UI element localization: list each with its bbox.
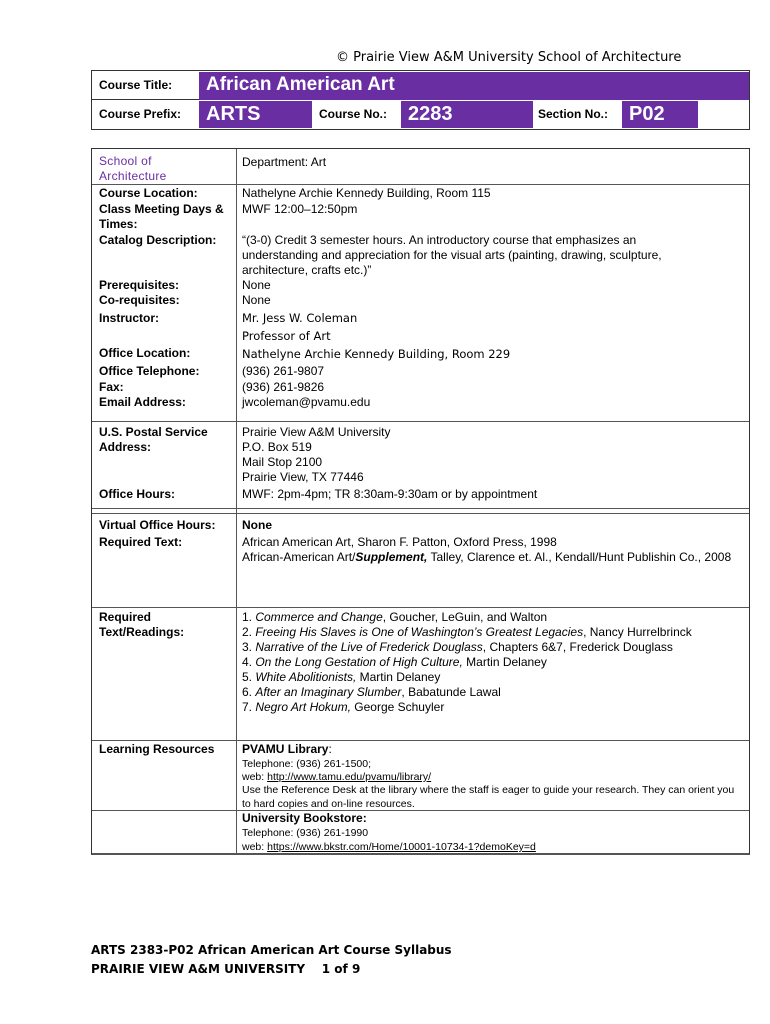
catalog-value: “(3-0) Credit 3 semester hours. An introductory course that emphasizes an understanding and appreciation for the visual arts (painting, drawing, sculpture, architecture, crafts etc.)”: [242, 233, 662, 277]
course-title-value: African American Art: [199, 72, 749, 100]
column-divider: [236, 149, 237, 854]
virtual-office-hours-label: Virtual Office Hours:: [99, 518, 216, 532]
footer-line-1: ARTS 2383-P02 African American Art Course Syllabus: [91, 943, 452, 957]
postal-address-line-2: P.O. Box 519: [242, 440, 312, 454]
course-no-label: Course No.:: [319, 107, 388, 121]
office-hours-value: MWF: 2pm-4pm; TR 8:30am-9:30am or by appointment: [242, 487, 538, 501]
row-divider: [92, 421, 749, 422]
course-info-table: [91, 148, 750, 855]
course-prefix-row: [92, 100, 749, 129]
required-text-2-prefix: African-American Art/: [242, 550, 356, 564]
reading-item: 6. After an Imaginary Slumber, Babatunde Lawal: [242, 685, 501, 699]
bookstore-web: web: https://www.bkstr.com/Home/10001-10734-1?demoKey=d: [242, 841, 536, 853]
postal-address-label: U.S. Postal Service Address:: [99, 425, 208, 454]
library-phone: Telephone: (936) 261-1500;: [242, 758, 372, 770]
office-location-value: Nathelyne Archie Kennedy Building, Room 229: [242, 347, 511, 361]
corequisites-value: None: [242, 293, 271, 307]
instructor-label: Instructor:: [99, 311, 159, 325]
course-title-label: Course Title:: [99, 78, 173, 92]
library-note: Use the Reference Desk at the library where the staff is eager to guide your research. They can orient you to hard copies and on-line resources.: [242, 784, 735, 810]
postal-address-line-4: Prairie View, TX 77446: [242, 470, 364, 484]
reading-item: 5. White Abolitionists, Martin Delaney: [242, 670, 441, 684]
meeting-value: MWF 12:00–12:50pm: [242, 202, 358, 216]
bookstore-title: University Bookstore:: [242, 811, 367, 825]
reading-item: 2. Freeing His Slaves is One of Washington’s Greatest Legacies, Nancy Hurrelbrinck: [242, 625, 692, 639]
virtual-office-hours-value: None: [242, 518, 272, 532]
fax-value: (936) 261-9826: [242, 380, 325, 394]
corequisites-label: Co-requisites:: [99, 293, 180, 307]
reading-item: 1. Commerce and Change, Goucher, LeGuin, and Walton: [242, 610, 548, 624]
footer-line-2: PRAIRIE VIEW A&M UNIVERSITY 1 of 9: [91, 962, 361, 976]
office-telephone-value: (936) 261-9807: [242, 364, 325, 378]
course-no-value: 2283: [401, 101, 533, 128]
page-footer: [91, 941, 452, 979]
course-prefix-value: ARTS: [199, 101, 312, 128]
school-label: School of Architecture: [99, 154, 167, 183]
department-value: Department: Art: [242, 155, 327, 169]
section-no-label: Section No.:: [538, 107, 609, 121]
row-divider: [92, 184, 749, 185]
reading-item: 3. Narrative of the Live of Frederick Douglass, Chapters 6&7, Frederick Douglass: [242, 640, 673, 654]
prerequisites-value: None: [242, 278, 271, 292]
row-divider: [92, 607, 749, 608]
meeting-label: Class Meeting Days & Times:: [99, 202, 224, 231]
bookstore-phone: Telephone: (936) 261-1990: [242, 827, 369, 839]
required-text-2: [242, 550, 737, 565]
postal-address-line-3: Mail Stop 2100: [242, 455, 323, 469]
course-header-table: [91, 70, 750, 130]
library-title: PVAMU Library:: [242, 742, 332, 756]
library-web: web: http://www.tamu.edu/pvamu/library/: [242, 771, 432, 783]
row-divider: [92, 508, 749, 509]
course-location-label: Course Location:: [99, 186, 198, 200]
required-text-label: Required Text:: [99, 535, 183, 549]
learning-resources-label: Learning Resources: [99, 742, 215, 756]
catalog-label: Catalog Description:: [99, 233, 217, 247]
office-telephone-label: Office Telephone:: [99, 364, 200, 378]
fax-label: Fax:: [99, 380, 124, 394]
required-text-2-rest: Talley, Clarence et. Al., Kendall/Hunt Publishin Co., 2008: [427, 550, 732, 564]
reading-item: 4. On the Long Gestation of High Culture, Martin Delaney: [242, 655, 547, 669]
required-text-2-supplement: Supplement,: [355, 550, 428, 564]
prerequisites-label: Prerequisites:: [99, 278, 180, 292]
bookstore-web-link[interactable]: https://www.bkstr.com/Home/10001-10734-1?demoKey=d: [267, 841, 536, 853]
instructor-name: Mr. Jess W. Coleman: [242, 311, 358, 325]
library-web-link[interactable]: http://www.tamu.edu/pvamu/library/: [267, 771, 432, 783]
instructor-title: Professor of Art: [242, 329, 331, 343]
course-prefix-label: Course Prefix:: [99, 107, 182, 121]
section-no-value: P02: [622, 101, 698, 128]
required-text-1: African American Art, Sharon F. Patton, Oxford Press, 1998: [242, 535, 557, 549]
row-divider: [92, 513, 749, 514]
copyright-notice: © Prairie View A&M University School of Architecture: [336, 50, 682, 65]
email-label: Email Address:: [99, 395, 186, 409]
email-value: jwcoleman@pvamu.edu: [242, 395, 371, 409]
postal-address-line-1: Prairie View A&M University: [242, 425, 391, 439]
course-title-row: [92, 71, 749, 100]
reading-item: 7. Negro Art Hokum, George Schuyler: [242, 700, 445, 714]
course-location-value: Nathelyne Archie Kennedy Building, Room 115: [242, 186, 491, 200]
office-location-label: Office Location:: [99, 346, 191, 360]
row-divider: [92, 740, 749, 741]
office-hours-label: Office Hours:: [99, 487, 176, 501]
readings-label: Required Text/Readings:: [99, 610, 185, 639]
